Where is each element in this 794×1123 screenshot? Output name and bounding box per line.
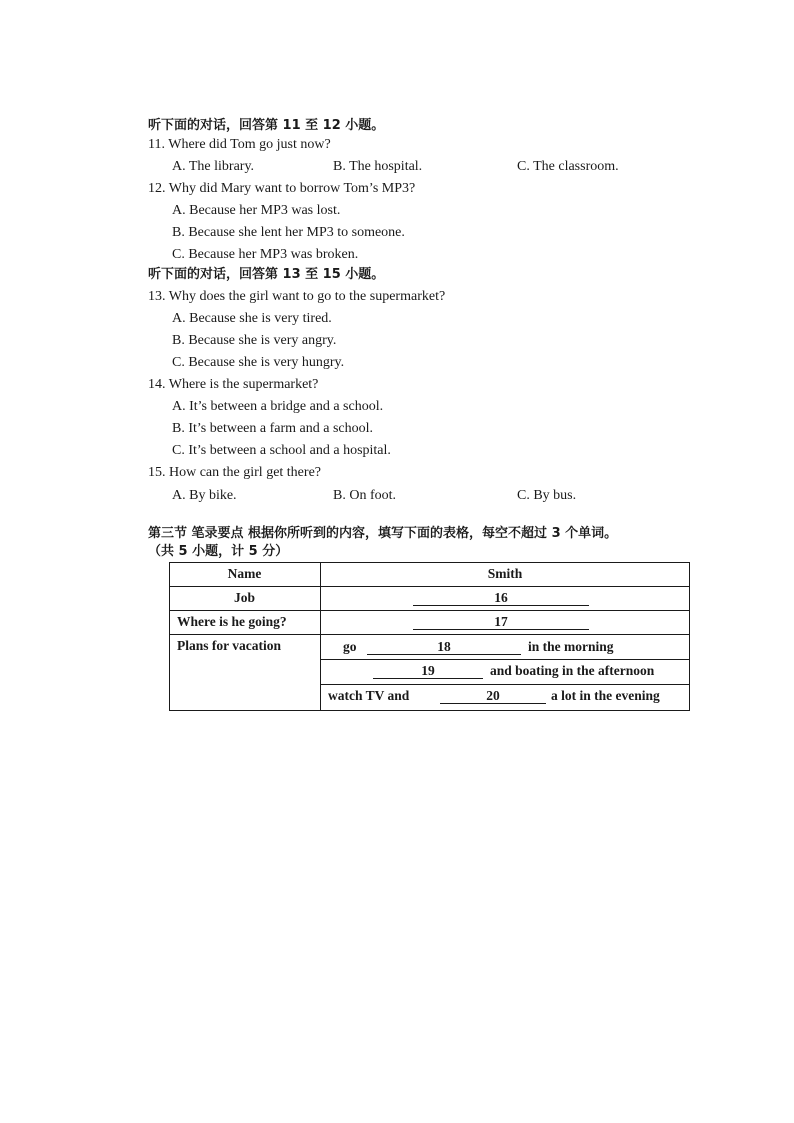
q15-option-c: C. By bus. xyxy=(517,488,577,503)
header-name-label: Name xyxy=(227,566,262,581)
question-13: 13. Why does the girl want to go to the supermarket? xyxy=(148,289,446,304)
section-heading-13-15: 听下面的对话，回答第 13 至 15 小题。 xyxy=(148,267,385,282)
plan3-suffix: a lot in the evening xyxy=(551,688,660,703)
header-name-value: Smith xyxy=(487,566,523,581)
blank-18-line[interactable] xyxy=(367,654,521,655)
q14-option-c: C. It’s between a school and a hospital. xyxy=(172,443,391,458)
row-job-label: Job xyxy=(233,590,255,605)
cropped-text-fragment xyxy=(140,729,440,735)
question-11: 11. Where did Tom go just now? xyxy=(148,137,331,152)
note-taking-table xyxy=(169,562,690,711)
q11-option-c: C. The classroom. xyxy=(517,159,619,174)
blank-19-line[interactable] xyxy=(373,678,483,679)
q11-option-a: A. The library. xyxy=(172,159,255,174)
section3-instruction: 第三节 笔录要点 根据你所听到的内容，填写下面的表格，每空不超过 3 个单词。 xyxy=(148,526,618,541)
question-15: 15. How can the girl get there? xyxy=(148,465,321,480)
q12-option-c: C. Because her MP3 was broken. xyxy=(172,247,359,262)
blank-17-line[interactable] xyxy=(413,629,589,630)
section3-score-note: （共 5 小题，计 5 分） xyxy=(148,544,289,559)
q12-option-b: B. Because she lent her MP3 to someone. xyxy=(172,225,405,240)
blank-17-number: 17 xyxy=(494,614,508,629)
q15-option-a: A. By bike. xyxy=(172,488,237,503)
blank-19-number: 19 xyxy=(421,663,435,678)
question-14: 14. Where is the supermarket? xyxy=(148,377,319,392)
plan1-prefix: go xyxy=(343,639,357,654)
blank-20-line[interactable] xyxy=(440,703,546,704)
blank-16-line[interactable] xyxy=(413,605,589,606)
q15-option-b: B. On foot. xyxy=(333,488,396,503)
q13-option-c: C. Because she is very hungry. xyxy=(172,355,345,370)
q14-option-a: A. It’s between a bridge and a school. xyxy=(172,399,384,414)
q12-option-a: A. Because her MP3 was lost. xyxy=(172,203,341,218)
row-plans-label: Plans for vacation xyxy=(177,638,281,653)
section-heading-11-12: 听下面的对话，回答第 11 至 12 小题。 xyxy=(148,118,385,133)
plan1-suffix: in the morning xyxy=(528,639,614,654)
plan3-prefix: watch TV and xyxy=(328,688,410,703)
row-where-label: Where is he going? xyxy=(177,614,287,629)
plan2-suffix: and boating in the afternoon xyxy=(490,663,655,678)
blank-20-number: 20 xyxy=(486,688,500,703)
blank-16-number: 16 xyxy=(494,590,508,605)
q13-option-a: A. Because she is very tired. xyxy=(172,311,332,326)
q14-option-b: B. It’s between a farm and a school. xyxy=(172,421,373,436)
q13-option-b: B. Because she is very angry. xyxy=(172,333,337,348)
blank-18-number: 18 xyxy=(437,639,451,654)
q11-option-b: B. The hospital. xyxy=(333,159,423,174)
question-12: 12. Why did Mary want to borrow Tom’s MP3? xyxy=(148,181,416,196)
